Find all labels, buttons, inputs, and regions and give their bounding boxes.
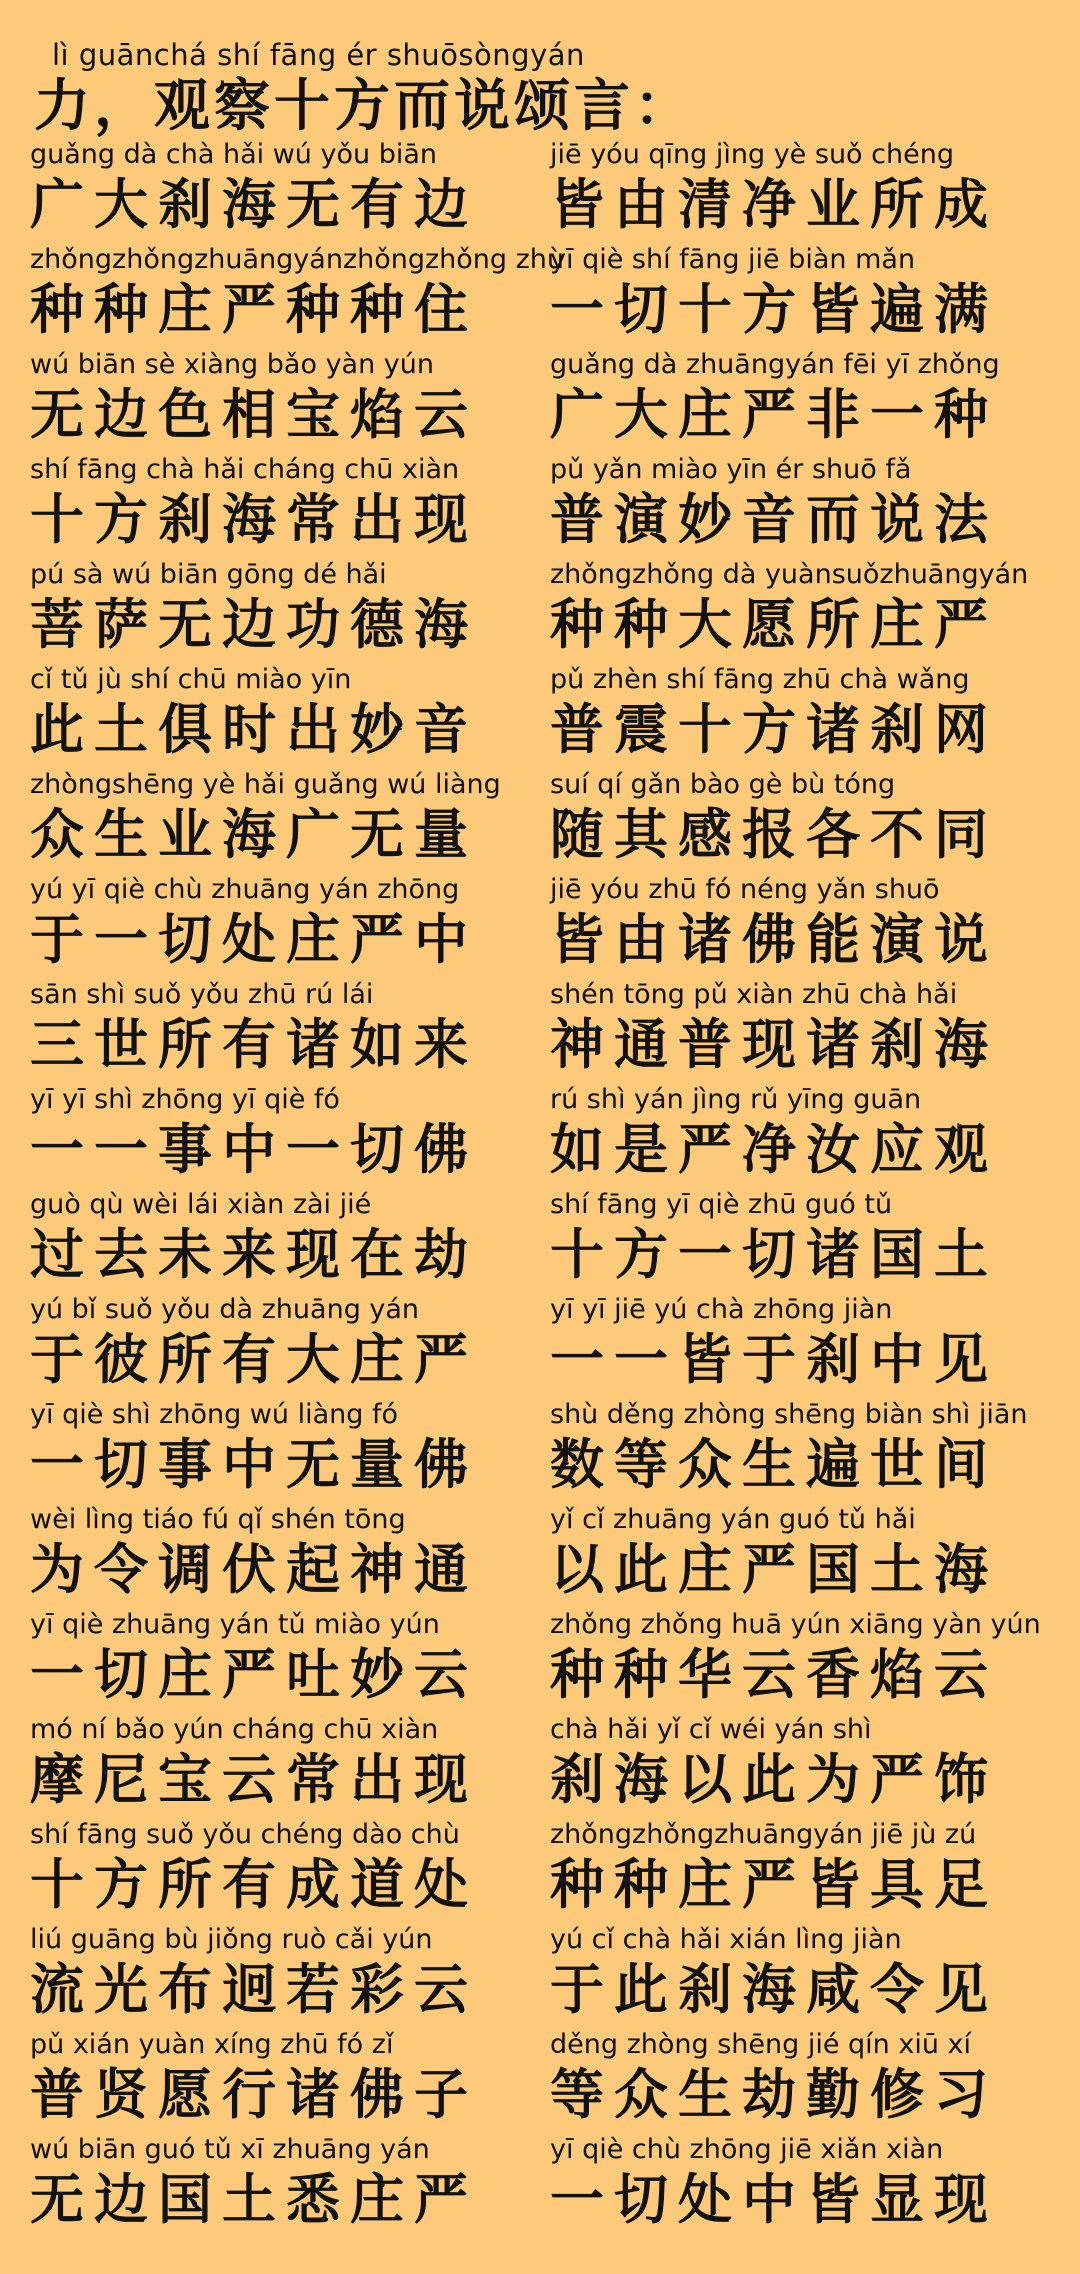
- pinyin-line: yī qiè shì zhōng wú liàng fó: [30, 1399, 398, 1430]
- pinyin-line: pǔ xián yuàn xíng zhū fó zǐ: [30, 2029, 394, 2060]
- hanzi-line: 一一事中一切佛: [30, 1118, 478, 1181]
- hanzi-line: 此土俱时出妙音: [30, 698, 478, 761]
- hanzi-line: 众生业海广无量: [30, 803, 478, 866]
- verse-row: [0, 1505, 1080, 1610]
- header-text: 力，观察十方而说颂言：: [34, 74, 694, 139]
- verse-row: [0, 350, 1080, 455]
- verse-right: yú cǐ chà hǎi xián lìng jiàn 于此刹海咸令见: [550, 1924, 998, 2021]
- pinyin-line: mó ní bǎo yún cháng chū xiàn: [30, 1714, 439, 1745]
- verse-right: zhǒngzhǒng dà yuànsuǒzhuāngyán 种种大愿所庄严: [550, 559, 1029, 656]
- pinyin-line: shí fāng chà hǎi cháng chū xiàn: [30, 454, 460, 485]
- pinyin-line: yī qiè zhuāng yán tǔ miào yún: [30, 1609, 440, 1640]
- verse-row: [0, 1820, 1080, 1925]
- pinyin-line: zhǒngzhǒngzhuāngyánzhǒngzhǒng zhù: [30, 244, 565, 275]
- hanzi-line: 流光布迥若彩云: [30, 1958, 478, 2021]
- verse-row: [0, 770, 1080, 875]
- pinyin-line: yú yī qiè chù zhuāng yán zhōng: [30, 874, 460, 905]
- verse-right: shù děng zhòng shēng biàn shì jiān 数等众生遍世间: [550, 1399, 1028, 1496]
- verse-right: rú shì yán jìng rǔ yīng guān 如是严净汝应观: [550, 1084, 998, 1181]
- pinyin-line: guò qù wèi lái xiàn zài jié: [30, 1189, 372, 1220]
- pinyin-line: yú bǐ suǒ yǒu dà zhuāng yán: [30, 1294, 420, 1325]
- verse-right: yī qiè shí fāng jiē biàn mǎn 一切十方皆遍满: [550, 244, 998, 341]
- verse-row: [0, 1190, 1080, 1295]
- verse-right: yǐ cǐ zhuāng yán guó tǔ hǎi 以此庄严国土海: [550, 1504, 998, 1601]
- verse-row: [0, 2030, 1080, 2135]
- hanzi-line: 十方刹海常出现: [30, 488, 478, 551]
- verse-right: shén tōng pǔ xiàn zhū chà hǎi 神通普现诸刹海: [550, 979, 998, 1076]
- hanzi-line: 普贤愿行诸佛子: [30, 2063, 478, 2126]
- verse-right: yī yī jiē yú chà zhōng jiàn 一一皆于刹中见: [550, 1294, 998, 1391]
- header-pinyin: lì guānchá shí fāng ér shuōsòngyán: [52, 38, 585, 72]
- hanzi-line: 无边色相宝焰云: [30, 383, 478, 446]
- hanzi-line: 种种庄严种种住: [30, 278, 478, 341]
- hanzi-line: 十方所有成道处: [30, 1853, 478, 1916]
- verse-row: [0, 560, 1080, 665]
- verse-right: guǎng dà zhuāngyán fēi yī zhǒng 广大庄严非一种: [550, 349, 1000, 446]
- verse-row: [0, 1925, 1080, 2030]
- verse-row: [0, 1400, 1080, 1505]
- verse-row: [0, 980, 1080, 1085]
- pinyin-line: guǎng dà chà hǎi wú yǒu biān: [30, 139, 437, 170]
- hanzi-line: 菩萨无边功德海: [30, 593, 478, 656]
- verse-row: [0, 1610, 1080, 1715]
- verse-right: chà hǎi yǐ cǐ wéi yán shì 刹海以此为严饰: [550, 1714, 998, 1811]
- verse-right: zhǒngzhǒngzhuāngyán jiē jù zú 种种庄严皆具足: [550, 1819, 998, 1916]
- pinyin-line: wèi lìng tiáo fú qǐ shén tōng: [30, 1504, 406, 1535]
- pinyin-line: wú biān guó tǔ xī zhuāng yán: [30, 2134, 430, 2165]
- pinyin-line: pú sà wú biān gōng dé hǎi: [30, 559, 387, 590]
- pinyin-line: sān shì suǒ yǒu zhū rú lái: [30, 979, 374, 1010]
- verse-list: [0, 140, 1080, 2240]
- verse-row: [0, 1085, 1080, 1190]
- verse-right: zhǒng zhǒng huā yún xiāng yàn yún 种种华云香焰云: [550, 1609, 1041, 1706]
- pinyin-line: liú guāng bù jiǒng ruò cǎi yún: [30, 1924, 433, 1955]
- hanzi-line: 过去未来现在劫: [30, 1223, 478, 1286]
- pinyin-line: shí fāng suǒ yǒu chéng dào chù: [30, 1819, 460, 1850]
- verse-right: pǔ zhèn shí fāng zhū chà wǎng 普震十方诸刹网: [550, 664, 998, 761]
- hanzi-line: 于彼所有大庄严: [30, 1328, 478, 1391]
- verse-right: jiē yóu zhū fó néng yǎn shuō 皆由诸佛能演说: [550, 874, 998, 971]
- verse-row: [0, 245, 1080, 350]
- pinyin-line: cǐ tǔ jù shí chū miào yīn: [30, 664, 352, 695]
- verse-right: děng zhòng shēng jié qín xiū xí 等众生劫勤修习: [550, 2029, 998, 2126]
- hanzi-line: 于一切处庄严中: [30, 908, 478, 971]
- verse-right: jiē yóu qīng jìng yè suǒ chéng 皆由清净业所成: [550, 139, 998, 236]
- hanzi-line: 广大刹海无有边: [30, 173, 478, 236]
- verse-right: yī qiè chù zhōng jiē xiǎn xiàn 一切处中皆显现: [550, 2134, 998, 2231]
- pinyin-line: wú biān sè xiàng bǎo yàn yún: [30, 349, 434, 380]
- hanzi-line: 摩尼宝云常出现: [30, 1748, 478, 1811]
- hanzi-line: 三世所有诸如来: [30, 1013, 478, 1076]
- verse-row: [0, 140, 1080, 245]
- hanzi-line: 一切事中无量佛: [30, 1433, 478, 1496]
- pinyin-line: zhòngshēng yè hǎi guǎng wú liàng: [30, 769, 501, 800]
- verse-right: pǔ yǎn miào yīn ér shuō fǎ 普演妙音而说法: [550, 454, 998, 551]
- hanzi-line: 无边国土悉庄严: [30, 2168, 478, 2231]
- verse-row: [0, 455, 1080, 560]
- verse-row: [0, 2135, 1080, 2240]
- verse-right: shí fāng yī qiè zhū guó tǔ 十方一切诸国土: [550, 1189, 998, 1286]
- verse-row: [0, 875, 1080, 980]
- verse-right: suí qí gǎn bào gè bù tóng 随其感报各不同: [550, 769, 998, 866]
- verse-row: [0, 1295, 1080, 1400]
- header-line: [34, 38, 1054, 140]
- pinyin-line: yī yī shì zhōng yī qiè fó: [30, 1084, 340, 1115]
- hanzi-line: 为令调伏起神通: [30, 1538, 478, 1601]
- verse-row: [0, 665, 1080, 770]
- verse-row: [0, 1715, 1080, 1820]
- hanzi-line: 一切庄严吐妙云: [30, 1643, 478, 1706]
